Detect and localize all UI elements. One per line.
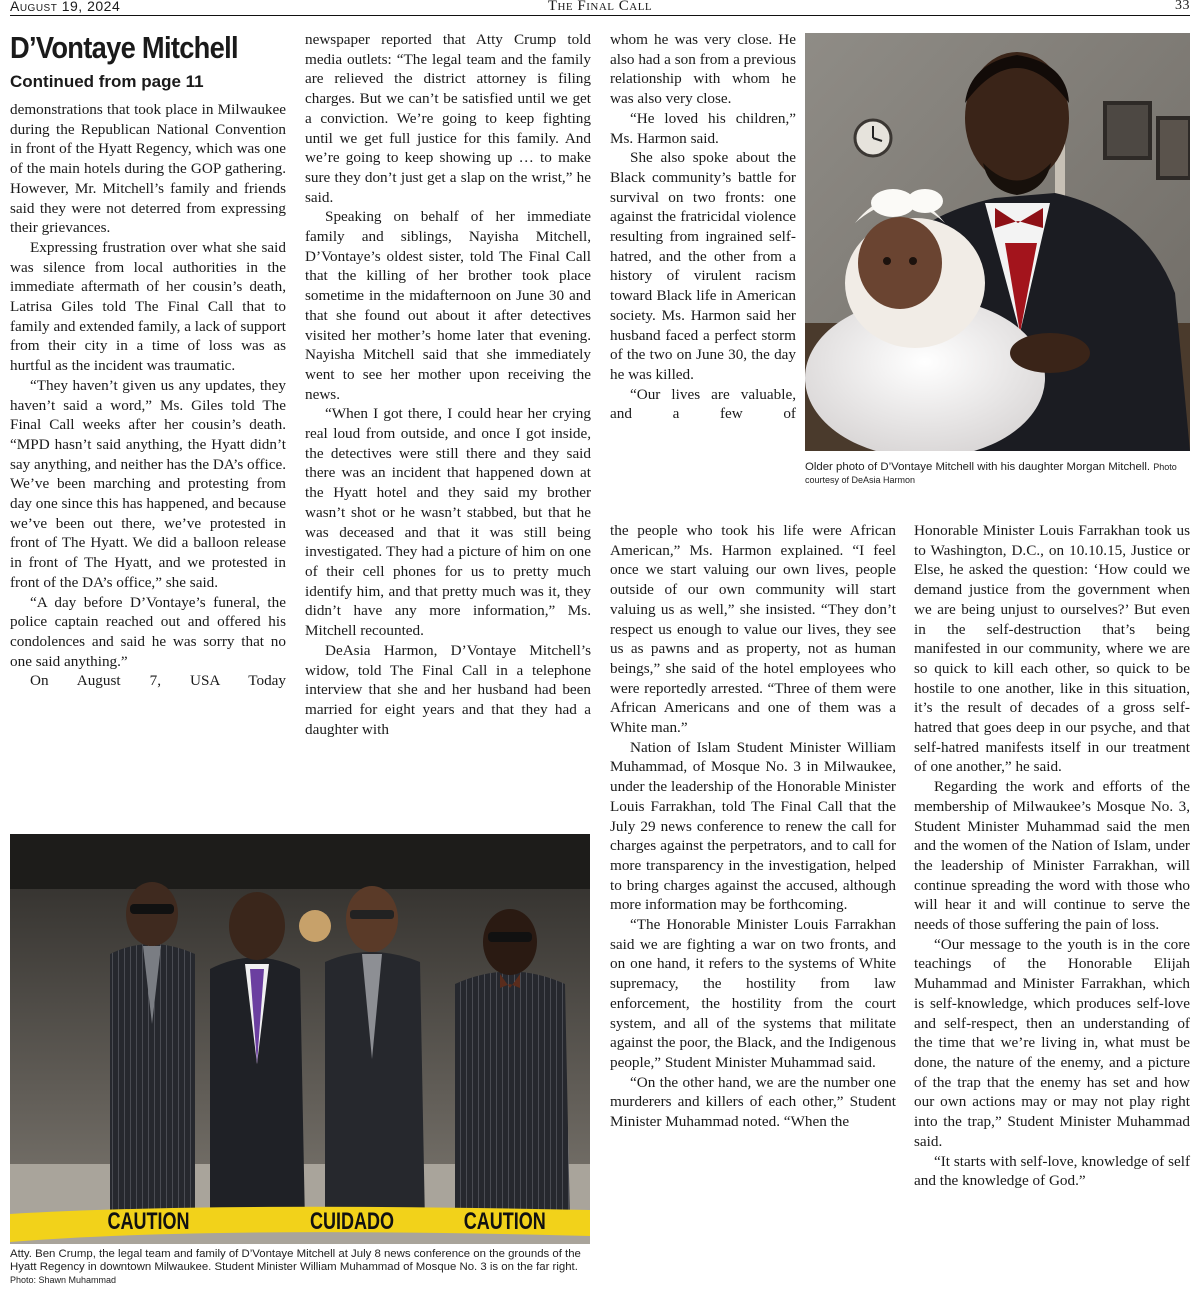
article-column-4 (914, 521, 1190, 1191)
paragraph: “It starts with self-love, knowledge of self and the knowledge of God.” (914, 1152, 1191, 1190)
caption-text: Older photo of D’Vontaye Mitchell with his daughter Morgan Mitchell. (805, 461, 1151, 473)
paragraph: “The Honorable Minister Louis Farrakhan said we are fighting a war on two fronts, and on one hand, it refers to the systems of White supremacy, the hostility from law enforcement, the hostility from the court system, and all of the systems that militate against the poor, the Black, and the Indigenous people,” Student Minister Muhammad said. (610, 916, 896, 1071)
photo-father-daughter (805, 33, 1190, 451)
paragraph: Regarding the work and efforts of the membership of Milwaukee’s Mosque No. 3, Student Minister Muhammad said the men and the women of the Nation of Islam, under the leadership of Minister Farrakhan, will continue spreading the word with those who will hear it and will continue to serve the needs of those suffering the pain of loss. (914, 778, 1190, 934)
article-column-2 (305, 30, 591, 739)
paragraph: demonstrations that took place in Milwaukee during the Republican National Convention in front of the Hyatt Regency, which was one of the main hotels during the GOP gathering. However, Mr. Mitchell’s family and friends said they were not deterred from expressing their grievances. (10, 101, 286, 237)
paragraph: On August 7, USA Today (30, 672, 286, 690)
paragraph: the people who took his life were African American,” Ms. Harmon explained. “I feel once we start valuing our own lives, people outside of our own community will start valuing us as well,” she insisted. “They don’t respect us enough to value our lives, they see us as pawns and as property, not as human beings,” she said of the hotel employees who were reportedly arrested. “Three of them were African Americans and one of them was a White man.” (610, 522, 896, 737)
paragraph: “They haven’t given us any updates, they haven’t said a word,” Ms. Giles told The Final Call weeks after her cousin’s death. “MPD hasn’t said anything, the Hyatt didn’t say anything, and neither has the DA’s office. We’ve been marching and protesting from day one since this has happened, and because we’ve been out there, we’ve protested in front of The Hyatt. We did a balloon release in front of The Hyatt, and we protested in front of the DA’s office,” she said. (10, 376, 286, 591)
article-subhead: Continued from page 11 (10, 72, 204, 91)
photo-father-daughter-image (805, 33, 1190, 451)
paragraph: “When I got there, I could hear her crying real loud from outside, and once I got inside, the detectives were still there and they said there was an incident that happened down at the Hyatt hotel and they said my brother wasn’t shot or he wasn’t stabbed, but that he was deceased and that it was still being investigated. They had a picture of him on one of their cell phones for us to pretty much identify him, and that pretty much was it, they didn’t have any more information,” Ms. Mitchell recounted. (305, 405, 591, 640)
caution-word: CAUTION (107, 1208, 190, 1235)
page-number: 33 (1175, 0, 1190, 13)
paragraph: Speaking on behalf of her immediate family and siblings, Nayisha Mitchell, D’Vontaye’s oldest sister, told The Final Call that the killing of her brother took place sometime in the midafternoon on June 30 and that she found out about it after detectives visited her mother’s home later that evening. Nayisha Mitchell said that she immediately went to see her mother upon receiving the news. (305, 208, 591, 403)
caution-word: CAUTION (463, 1208, 546, 1235)
photo-father-daughter-caption (805, 461, 1190, 487)
photo-news-conference-image (10, 834, 590, 1244)
photo-news-conference (10, 834, 590, 1244)
article-column-3-lower (610, 521, 896, 1132)
paragraph: newspaper reported that Atty Crump told media outlets: “The legal team and the family are relieved the district attorney is filing charges. But we can’t be satisfied until we get a conviction. We’re going to keep fighting until we get full justice for this family. And we’re going to keep showing up … to make sure they don’t just get a slap on the wrist,” he said. (305, 31, 591, 206)
paragraph: Nation of Islam Student Minister William Muhammad, of Mosque No. 3 in Milwaukee, under the leadership of the Honorable Minister Louis Farrakhan, told The Final Call that the July 29 news conference to renew the call for charges against the perpetrators, and to call for more transparency in the investigation, helped to bring charges against the accused, although more information may be forthcoming. (610, 738, 896, 914)
paragraph: “On the other hand, we are the number one murderers and killers of each other,” Student Minister Muhammad noted. “When the (610, 1073, 896, 1131)
photo-news-conference-caption (10, 1248, 590, 1287)
article-headline: D’Vontaye Mitchell (10, 30, 238, 65)
photo-credit: Photo courtesy of DeAsia Harmon (805, 462, 1177, 485)
issue-date: August 19, 2024 (10, 0, 121, 14)
paragraph: Expressing frustration over what she said was silence from local authorities in the immediate aftermath of her cousin’s death, Latrisa Giles told The Final Call that to family and extended family, a lack of support from their city in a time of loss was as hurtful as the incident was traumatic. (10, 238, 286, 375)
article-column-1 (10, 30, 286, 691)
paragraph: “Our message to the youth is in the core teachings of the Honorable Elijah Muhammad and Minister Farrakhan, which is self-knowledge, which produces self-love and self-respect, then an understanding of the time that we’re living in, what must be done, the nature of the enemy, and a picture of the trap that the enemy has set and how our own actions may or may not play right into the trap,” Student Minister Muhammad said. (914, 935, 1190, 1150)
publication-name: The Final Call (547, 0, 653, 14)
paragraph: “He loved his children,” Ms. Harmon said. (610, 109, 796, 147)
paragraph: “A day before D’Vontaye’s funeral, the police captain reached out and offered his condolences and said he was sorry that no one said anything.” (10, 593, 286, 670)
paragraph: She also spoke about the Black community’s battle for survival on two fronts: one against the fratricidal violence resulting from ingrained self-hatred, and the other from a history of virulent racism toward Black life in American society. Ms. Harmon said her husband faced a perfect storm of the two on June 30, the day he was killed. (610, 149, 796, 383)
caption-text: Atty. Ben Crump, the legal team and family of D’Vontaye Mitchell at July 8 news conference on the grounds of the Hyatt Regency in downtown Milwaukee. Student Minister William Muhammad of Mosque No. 3 is on the far right. (10, 1248, 581, 1273)
photo-credit: Photo: Shawn Muhammad (10, 1275, 117, 1285)
paragraph: Honorable Minister Louis Farrakhan took us to Washington, D.C., on 10.10.15, Justice or Else, he asked the question: ‘How could we demand justice from the government when we are being unjust to ourselves?’ But even in the self-destruction that’s being manifested in our community, where we are so quick to kill each other, so quick to be hostile to one another, like in this situation, it’s the result of decades of a gross self-hatred that goes deep in our psyche, and that self-hatred manifests itself in our treatment of one another,” he said. (914, 522, 1190, 776)
paragraph: “Our lives are valuable, and a few of (610, 385, 796, 423)
caution-tape-text (10, 1208, 546, 1238)
page-masthead (10, 0, 1190, 16)
paragraph: whom he was very close. He also had a son from a previous relationship with whom he was also very close. (610, 31, 796, 108)
article-column-3-upper (610, 30, 796, 424)
caution-word: CUIDADO (310, 1208, 394, 1235)
paragraph: DeAsia Harmon, D’Vontaye Mitchell’s widow, told The Final Call in a telephone interview that she and her husband had been married for eight years and that they had a daughter with (305, 641, 591, 738)
